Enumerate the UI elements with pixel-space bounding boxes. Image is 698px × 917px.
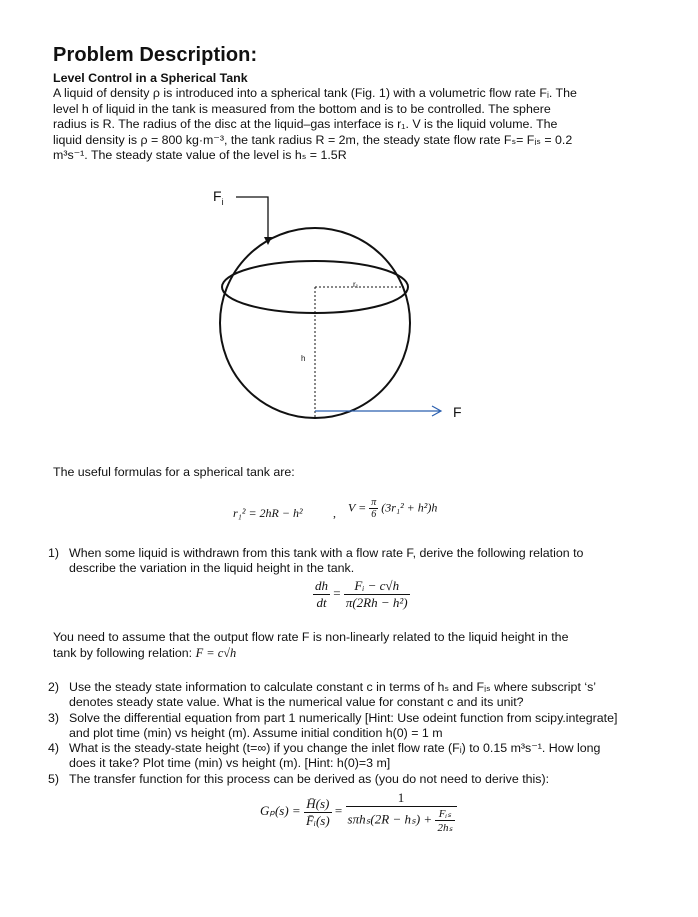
formula-separator: , [333, 506, 336, 520]
assumption-line-2: tank by following relation: [53, 645, 196, 660]
question-4-number: 4) [48, 741, 60, 755]
label-h: h [301, 354, 306, 363]
equation-dhdt [313, 578, 410, 611]
formulas-intro: The useful formulas for a spherical tank are: [53, 465, 295, 479]
label-f: F [453, 404, 462, 420]
transfer-function-rhs-den: sπhₛ(2R − hₛ) + [347, 811, 433, 827]
transfer-function-lhs: Gₚ(s) = [260, 802, 301, 818]
inlet-pipe [236, 197, 268, 241]
question-4 [48, 741, 678, 771]
question-5-line-1: The transfer function for this process can be derived as (you do not need to derive this): [69, 772, 550, 786]
transfer-function-mid-den: F̄ᵢ(s) [305, 812, 330, 828]
question-4-line-1: What is the steady-state height (t=∞) if you change the inlet flow rate (Fᵢ) to 0.15 m³s⁻¹. How long [69, 741, 601, 755]
intro-line-3: radius is R. The radius of the disc at the liquid–gas interface is r₁. V is the liquid volume. The [53, 117, 558, 132]
intro-line-2: level h of liquid in the tank is measured from the bottom and is to be controlled. The sphere [53, 101, 551, 116]
question-1 [48, 546, 678, 578]
label-fi: $F_i$ [213, 188, 224, 207]
question-1-number: 1) [48, 546, 60, 560]
transfer-function-rhs-num: 1 [346, 790, 457, 807]
question-1-line-2: describe the variation in the liquid height in the tank. [69, 560, 355, 575]
formula-volume-lhs: V = [348, 500, 367, 515]
equation-dhdt-lhs-den: dt [316, 595, 327, 610]
label-r1: r₁ [353, 280, 359, 289]
transfer-function-equals: = [334, 802, 343, 818]
transfer-function-equation [260, 790, 457, 834]
intro-line-1: A liquid of density ρ is introduced into a spherical tank (Fig. 1) with a volumetric flow rate Fᵢ. The [53, 86, 577, 100]
question-2-line-2: denotes steady state value. What is the numerical value for constant c and its unit? [69, 694, 524, 709]
question-5 [48, 772, 678, 788]
question-2-number: 2) [48, 680, 60, 694]
page-title: Problem Description: [53, 44, 258, 66]
intro-line-4: liquid density is ρ = 800 kg·m⁻³, the tank radius R = 2m, the steady state flow rate Fₛ= Fᵢₛ = 0.2 [53, 132, 573, 147]
intro-paragraph [53, 86, 643, 164]
question-4-line-2: does it take? Plot time (min) vs height (m). [Hint: h(0)=3 m] [69, 755, 391, 770]
transfer-function-2hs: 2hₛ [437, 822, 453, 834]
formula-volume [348, 497, 437, 520]
question-3-line-1: Solve the differential equation from part 1 numerically [Hint: Use odeint function from scipy.integrate] [69, 711, 618, 725]
problem-subtitle: Level Control in a Spherical Tank [53, 71, 248, 85]
transfer-function-mid-num: H̄(s) [304, 796, 332, 813]
transfer-function-fis: Fᵢₛ [435, 807, 454, 821]
equation-dhdt-rhs-num: Fᵢ − c√h [344, 578, 410, 595]
assumption-paragraph [53, 630, 673, 661]
equation-dhdt-rhs-den: π(2Rh − h²) [345, 595, 408, 610]
question-5-number: 5) [48, 772, 60, 786]
question-3-number: 3) [48, 711, 60, 725]
formula-volume-den: 6 [371, 509, 377, 520]
question-3 [48, 711, 678, 741]
spherical-tank-figure [200, 185, 490, 425]
intro-line-5: m³s⁻¹. The steady state value of the level is hₛ = 1.5R [53, 148, 347, 163]
equation-dhdt-lhs-num: dh [315, 578, 328, 593]
question-2 [48, 680, 678, 710]
question-2-line-1: Use the steady state information to calculate constant c in terms of hₛ and Fᵢₛ where subscript ‘s’ [69, 680, 597, 694]
question-3-line-2: and plot time (min) vs height (m). Assume initial condition h(0) = 1 m [69, 725, 443, 740]
assumption-equation: F = c√h [195, 645, 237, 660]
assumption-line-1: You need to assume that the output flow rate F is non-linearly related to the liquid height in the [53, 630, 569, 644]
formula-r1: r₁² = 2hR − h² [233, 506, 303, 520]
equation-dhdt-equals: = [333, 585, 341, 601]
formula-volume-num: π [371, 497, 377, 508]
question-1-line-1: When some liquid is withdrawn from this tank with a flow rate F, derive the following relation to [69, 546, 584, 560]
formula-volume-rest: (3r₁² + h²)h [381, 500, 438, 515]
